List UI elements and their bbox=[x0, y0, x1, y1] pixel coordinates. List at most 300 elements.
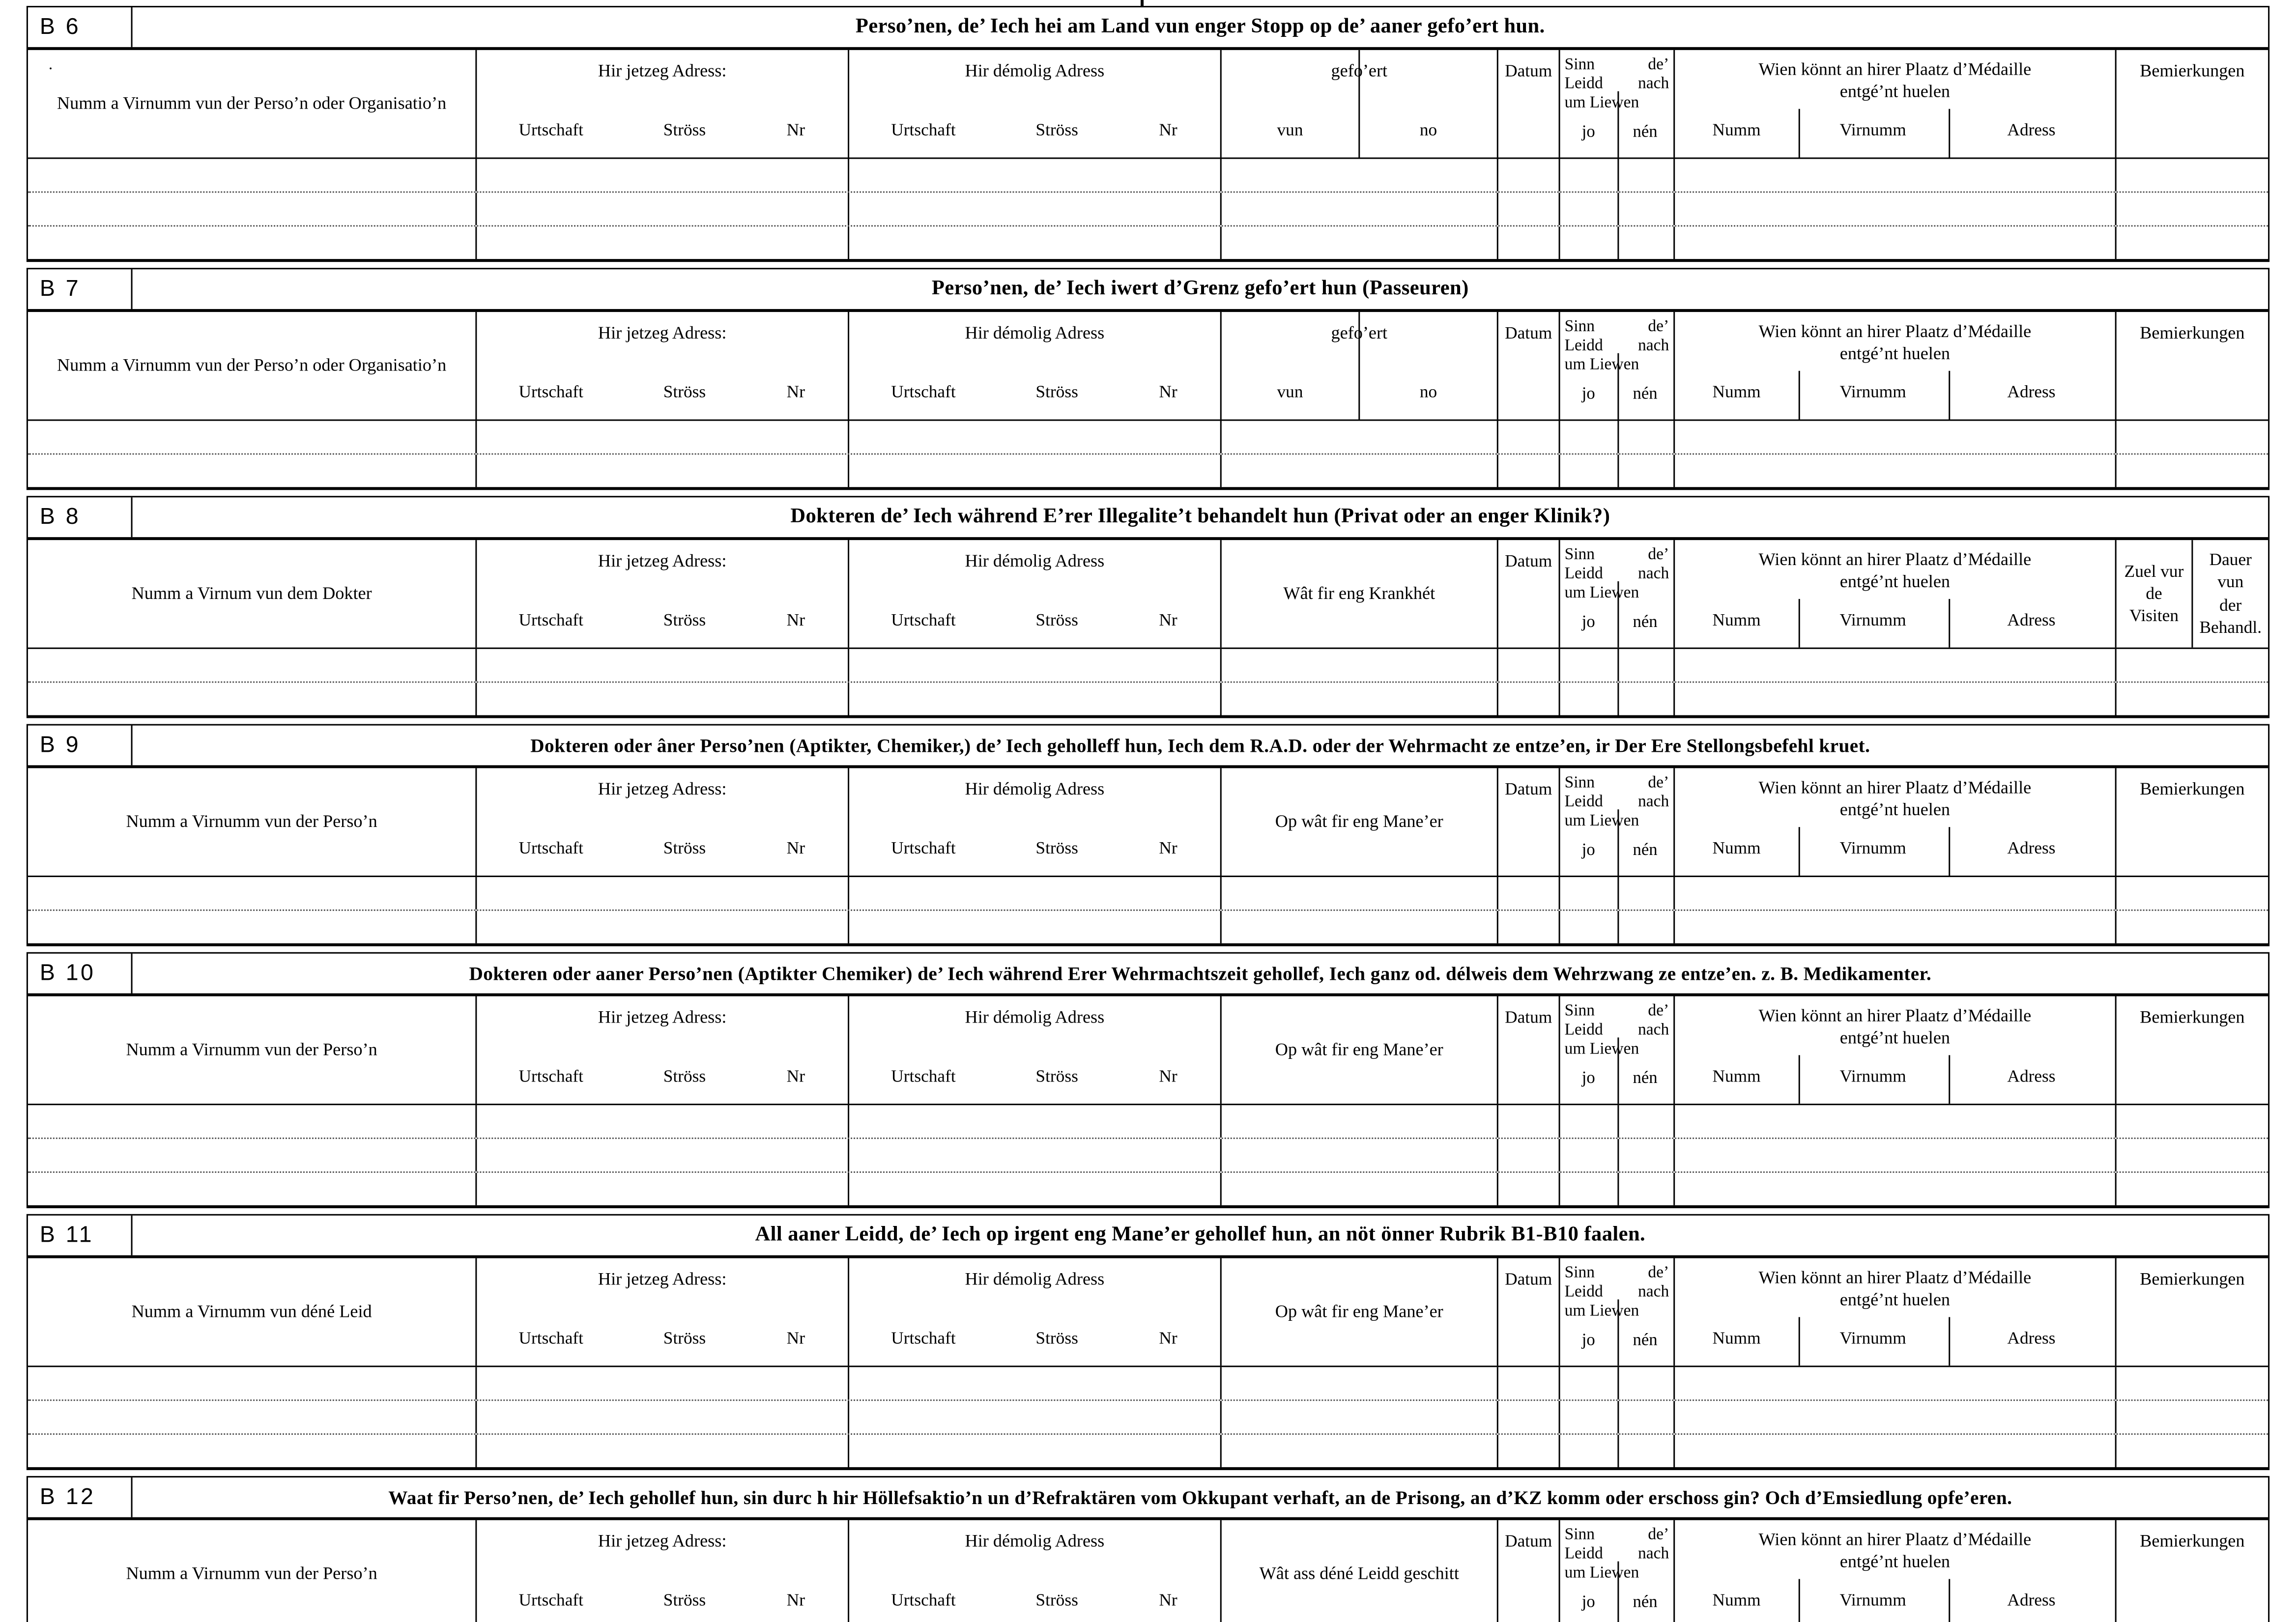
cell-date[interactable] bbox=[1498, 683, 1560, 715]
form-section-b12 bbox=[27, 1476, 2269, 1622]
alive-title: Sinn de’ Leidd nach um Liewen bbox=[1564, 1264, 1669, 1321]
cell-medal-recipient[interactable] bbox=[1675, 911, 2116, 943]
cell-remarks[interactable] bbox=[2117, 1173, 2268, 1205]
cell-remarks[interactable] bbox=[2117, 649, 2268, 682]
header-cell-visits-duration bbox=[2117, 540, 2268, 648]
medal-recipient-subcolumns bbox=[1675, 381, 2115, 403]
header-cell-date bbox=[1498, 312, 1560, 420]
address-sub-locality: Urtschaft bbox=[518, 837, 584, 858]
medal-recipient-title: Wien könnt an hirer Plaatz d’Médaille entgé’nt huelen bbox=[1758, 1529, 2032, 1572]
date-title: Datum bbox=[1505, 550, 1552, 571]
alive-no: nén bbox=[1633, 1068, 1658, 1088]
medal-recipient-subcolumns bbox=[1675, 837, 2115, 859]
remarks-title: Bemierkungen bbox=[2140, 60, 2245, 81]
address-sub-number: Nr bbox=[786, 837, 805, 858]
cell-alive[interactable] bbox=[1560, 1173, 1675, 1205]
address-title: Hir jetzeg Adress: bbox=[598, 1530, 727, 1551]
cell-address-current[interactable] bbox=[477, 877, 849, 910]
alive-title: Sinn de’ Leidd nach um Liewen bbox=[1564, 56, 1669, 113]
address-title: Hir démolig Adress bbox=[965, 322, 1105, 343]
address-subcolumns bbox=[477, 837, 848, 859]
cell-name[interactable] bbox=[28, 421, 477, 454]
table-row[interactable] bbox=[28, 911, 2268, 943]
medal-recipient-title: Wien könnt an hirer Plaatz d’Médaille entgé’nt huelen bbox=[1758, 549, 2032, 593]
cell-medal-recipient[interactable] bbox=[1675, 421, 2116, 454]
entry-rows bbox=[28, 421, 2268, 487]
cell-detail[interactable] bbox=[1222, 455, 1498, 487]
cell-name[interactable] bbox=[28, 1173, 477, 1205]
table-row[interactable] bbox=[28, 193, 2268, 227]
cell-remarks[interactable] bbox=[2117, 877, 2268, 910]
remarks-title: Bemierkungen bbox=[2140, 322, 2245, 343]
cell-alive[interactable] bbox=[1560, 911, 1675, 943]
cell-alive[interactable] bbox=[1560, 1401, 1675, 1433]
cell-medal-recipient[interactable] bbox=[1675, 877, 2116, 910]
header-cell-address bbox=[477, 768, 849, 876]
table-row[interactable] bbox=[28, 455, 2268, 487]
detail-title: Op wât fir eng Mane’er bbox=[1275, 811, 1443, 831]
medal-recipient-title: Wien könnt an hirer Plaatz d’Médaille entgé’nt huelen bbox=[1758, 777, 2032, 821]
header-cell-name bbox=[28, 540, 477, 648]
table-row[interactable] bbox=[28, 1435, 2268, 1467]
header-cell-address bbox=[477, 996, 849, 1104]
cell-date[interactable] bbox=[1498, 1173, 1560, 1205]
table-row[interactable] bbox=[28, 1367, 2268, 1401]
cell-address-former[interactable] bbox=[849, 911, 1222, 943]
detail-title: Wât fir eng Krankhét bbox=[1283, 582, 1435, 603]
date-title: Datum bbox=[1505, 60, 1552, 81]
header-cell-date bbox=[1498, 1520, 1560, 1622]
address-title: Hir jetzeg Adress: bbox=[598, 778, 727, 799]
transport-to: no bbox=[1358, 50, 1497, 158]
cell-alive[interactable] bbox=[1560, 455, 1675, 487]
cell-name[interactable] bbox=[28, 1435, 477, 1467]
address-sub-locality: Urtschaft bbox=[518, 1327, 584, 1348]
form-section-b6 bbox=[27, 6, 2269, 262]
cell-medal-recipient[interactable] bbox=[1675, 683, 2116, 715]
cell-name[interactable] bbox=[28, 683, 477, 715]
section-heading: Dokteren oder aaner Perso’nen (Aptikter Chemiker) de’ Iech während Erer Wehrmachtszeit gehollef, Iech ganz od. délweis dem Wehrzwang ze entze’en. z. B. Medikamenter. bbox=[469, 962, 1932, 984]
alive-divider bbox=[1617, 1037, 1618, 1104]
cell-medal-recipient[interactable] bbox=[1675, 1367, 2116, 1399]
address-title: Hir démolig Adress bbox=[965, 1268, 1105, 1289]
cell-remarks[interactable] bbox=[2117, 683, 2268, 715]
recipient-firstname: Virnumm bbox=[1839, 609, 1906, 630]
address-sub-locality: Urtschaft bbox=[518, 609, 584, 630]
cell-name[interactable] bbox=[28, 1367, 477, 1399]
cell-alive[interactable] bbox=[1560, 193, 1675, 225]
address-sub-street: Ströss bbox=[663, 119, 706, 140]
cell-name[interactable] bbox=[28, 649, 477, 682]
name-title: Numm a Virnumm vun déné Leid bbox=[131, 1301, 372, 1322]
cell-medal-recipient[interactable] bbox=[1675, 227, 2116, 259]
cell-address-former[interactable] bbox=[849, 421, 1222, 454]
address-subcolumns bbox=[849, 1327, 1220, 1349]
address-sub-street: Ströss bbox=[663, 1589, 706, 1610]
cell-date[interactable] bbox=[1498, 227, 1560, 259]
cell-date[interactable] bbox=[1498, 877, 1560, 910]
section-heading: Dokteren de’ Iech während E’rer Illegalite’t behandelt hun (Privat oder an enger Klinik?) bbox=[790, 505, 1610, 529]
address-sub-number: Nr bbox=[1159, 837, 1177, 858]
cell-address-current[interactable] bbox=[477, 1139, 849, 1171]
address-sub-number: Nr bbox=[1159, 1065, 1177, 1086]
alive-yes: jo bbox=[1581, 122, 1595, 142]
table-row[interactable] bbox=[28, 1105, 2268, 1139]
cell-date[interactable] bbox=[1498, 1367, 1560, 1399]
cell-address-former[interactable] bbox=[849, 1139, 1222, 1171]
cell-date[interactable] bbox=[1498, 649, 1560, 682]
cell-alive[interactable] bbox=[1560, 877, 1675, 910]
alive-yes: jo bbox=[1581, 840, 1595, 860]
cell-date[interactable] bbox=[1498, 193, 1560, 225]
address-sub-locality: Urtschaft bbox=[891, 837, 956, 858]
cell-detail[interactable] bbox=[1222, 1139, 1498, 1171]
address-sub-locality: Urtschaft bbox=[891, 1589, 956, 1610]
cell-medal-recipient[interactable] bbox=[1675, 455, 2116, 487]
header-cell-transport bbox=[1222, 50, 1498, 158]
cell-medal-recipient[interactable] bbox=[1675, 159, 2116, 191]
cell-alive[interactable] bbox=[1560, 683, 1675, 715]
alive-divider bbox=[1617, 353, 1618, 420]
header-cell-alive bbox=[1560, 1520, 1675, 1622]
cell-address-current[interactable] bbox=[477, 649, 849, 682]
cell-medal-recipient[interactable] bbox=[1675, 1139, 2116, 1171]
cell-date[interactable] bbox=[1498, 1139, 1560, 1171]
header-cell-detail bbox=[1222, 1520, 1498, 1622]
cell-detail[interactable] bbox=[1222, 1367, 1498, 1399]
column-header-row bbox=[28, 996, 2268, 1106]
address-sub-locality: Urtschaft bbox=[518, 381, 584, 402]
cell-address-current[interactable] bbox=[477, 227, 849, 259]
header-cell-date bbox=[1498, 50, 1560, 158]
cell-address-former[interactable] bbox=[849, 649, 1222, 682]
cell-remarks[interactable] bbox=[2117, 1105, 2268, 1138]
cell-name[interactable] bbox=[28, 193, 477, 225]
header-cell-address bbox=[849, 540, 1222, 648]
cell-medal-recipient[interactable] bbox=[1675, 1401, 2116, 1433]
cell-date[interactable] bbox=[1498, 911, 1560, 943]
cell-detail[interactable] bbox=[1222, 227, 1498, 259]
cell-date[interactable] bbox=[1498, 1435, 1560, 1467]
cell-address-former[interactable] bbox=[849, 877, 1222, 910]
section-heading: Perso’nen, de’ Iech iwert d’Grenz gefo’ert hun (Passeuren) bbox=[931, 277, 1469, 300]
address-sub-number: Nr bbox=[786, 381, 805, 402]
remarks-title: Bemierkungen bbox=[2140, 778, 2245, 799]
cell-address-current[interactable] bbox=[477, 1435, 849, 1467]
cell-remarks[interactable] bbox=[2117, 227, 2268, 259]
header-cell-medal-recipient bbox=[1675, 540, 2116, 648]
cell-address-former[interactable] bbox=[849, 455, 1222, 487]
form-section-b9 bbox=[27, 724, 2269, 946]
cell-alive[interactable] bbox=[1560, 421, 1675, 454]
recipient-address: Adress bbox=[2007, 837, 2056, 858]
address-sub-number: Nr bbox=[786, 119, 805, 140]
medal-recipient-title: Wien könnt an hirer Plaatz d’Médaille entgé’nt huelen bbox=[1758, 1267, 2032, 1310]
cell-remarks[interactable] bbox=[2117, 1139, 2268, 1171]
header-cell-address bbox=[477, 540, 849, 648]
recipient-surname: Numm bbox=[1712, 1065, 1761, 1086]
header-cell-alive bbox=[1560, 540, 1675, 648]
cell-name[interactable] bbox=[28, 1401, 477, 1433]
header-cell-detail bbox=[1222, 1258, 1498, 1366]
name-title: Numm a Virnumm vun der Perso’n oder Organisatio’n bbox=[57, 92, 447, 114]
alive-no: nén bbox=[1633, 384, 1658, 403]
header-cell-detail bbox=[1222, 540, 1498, 648]
cell-address-current[interactable] bbox=[477, 421, 849, 454]
recipient-address: Adress bbox=[2007, 1589, 2056, 1610]
entry-rows bbox=[28, 1105, 2268, 1205]
address-title: Hir jetzeg Adress: bbox=[598, 322, 727, 343]
address-sub-street: Ströss bbox=[1035, 381, 1078, 402]
table-row[interactable] bbox=[28, 649, 2268, 683]
address-subcolumns bbox=[477, 1589, 848, 1611]
transport-split bbox=[1222, 312, 1497, 420]
cell-address-current[interactable] bbox=[477, 1367, 849, 1399]
cell-remarks[interactable] bbox=[2117, 159, 2268, 191]
table-row[interactable] bbox=[28, 1173, 2268, 1205]
cell-remarks[interactable] bbox=[2117, 911, 2268, 943]
cell-alive[interactable] bbox=[1560, 1435, 1675, 1467]
cell-remarks[interactable] bbox=[2117, 1367, 2268, 1399]
header-cell-date bbox=[1498, 996, 1560, 1104]
header-cell-date bbox=[1498, 768, 1560, 876]
address-sub-street: Ströss bbox=[1035, 119, 1078, 140]
header-cell-address bbox=[477, 312, 849, 420]
address-subcolumns bbox=[849, 1589, 1220, 1611]
cell-address-former[interactable] bbox=[849, 227, 1222, 259]
header-cell-alive bbox=[1560, 768, 1675, 876]
detail-title: Wât ass déné Leidd geschitt bbox=[1259, 1563, 1459, 1584]
cell-alive[interactable] bbox=[1560, 159, 1675, 191]
date-title: Datum bbox=[1505, 322, 1552, 343]
transport-from: vun bbox=[1277, 119, 1303, 140]
cell-name[interactable] bbox=[28, 877, 477, 910]
cell-medal-recipient[interactable] bbox=[1675, 193, 2116, 225]
address-sub-number: Nr bbox=[1159, 381, 1177, 402]
cell-name[interactable] bbox=[28, 911, 477, 943]
cell-medal-recipient[interactable] bbox=[1675, 1435, 2116, 1467]
table-row[interactable] bbox=[28, 877, 2268, 911]
header-cell-date bbox=[1498, 540, 1560, 648]
address-title: Hir démolig Adress bbox=[965, 1006, 1105, 1027]
cell-address-current[interactable] bbox=[477, 1173, 849, 1205]
section-title-row bbox=[28, 1216, 2268, 1258]
cell-remarks[interactable] bbox=[2117, 193, 2268, 225]
alive-no: nén bbox=[1633, 122, 1658, 142]
cell-date[interactable] bbox=[1498, 1401, 1560, 1433]
address-sub-locality: Urtschaft bbox=[891, 119, 956, 140]
address-sub-street: Ströss bbox=[663, 1065, 706, 1086]
cell-date[interactable] bbox=[1498, 159, 1560, 191]
cell-detail[interactable] bbox=[1222, 193, 1498, 225]
cell-address-former[interactable] bbox=[849, 1105, 1222, 1138]
address-sub-locality: Urtschaft bbox=[518, 119, 584, 140]
cell-address-former[interactable] bbox=[849, 159, 1222, 191]
cell-remarks[interactable] bbox=[2117, 455, 2268, 487]
section-code: B 6 bbox=[28, 7, 133, 47]
address-subcolumns bbox=[477, 381, 848, 403]
cell-alive[interactable] bbox=[1560, 649, 1675, 682]
cell-address-former[interactable] bbox=[849, 1367, 1222, 1399]
form-section-b11 bbox=[27, 1214, 2269, 1470]
header-cell-detail bbox=[1222, 996, 1498, 1104]
date-title: Datum bbox=[1505, 778, 1552, 799]
cell-detail[interactable] bbox=[1222, 877, 1498, 910]
recipient-surname: Numm bbox=[1712, 1327, 1761, 1348]
recipient-surname: Numm bbox=[1712, 1589, 1761, 1610]
cell-address-former[interactable] bbox=[849, 193, 1222, 225]
table-row[interactable] bbox=[28, 421, 2268, 455]
header-cell-name bbox=[28, 50, 477, 158]
header-cell-address bbox=[477, 50, 849, 158]
name-title: Numm a Virnumm vun der Perso’n bbox=[126, 1039, 377, 1060]
cell-address-former[interactable] bbox=[849, 683, 1222, 715]
cell-name[interactable] bbox=[28, 227, 477, 259]
section-heading: Waat fir Perso’nen, de’ Iech gehollef hun, sin durc h hir Höllefsaktio’n un d’Refraktären vom Okkupant verhaft, an de Prisong, an d’KZ komm oder erschoss gin? Och d’Emsiedlung opfe’eren. bbox=[388, 1485, 2012, 1508]
alive-divider bbox=[1617, 581, 1618, 648]
recipient-firstname: Virnumm bbox=[1839, 119, 1906, 140]
address-title: Hir démolig Adress bbox=[965, 778, 1105, 799]
header-cell-transport bbox=[1222, 312, 1498, 420]
address-sub-number: Nr bbox=[786, 1589, 805, 1610]
cell-address-current[interactable] bbox=[477, 193, 849, 225]
cell-detail[interactable] bbox=[1222, 911, 1498, 943]
remarks-title: Bemierkungen bbox=[2140, 1006, 2245, 1027]
medal-recipient-subcolumns bbox=[1675, 1065, 2115, 1087]
cell-medal-recipient[interactable] bbox=[1675, 649, 2116, 682]
header-cell-address bbox=[849, 996, 1222, 1104]
header-cell-address bbox=[849, 312, 1222, 420]
name-title: Numm a Virnum vun dem Dokter bbox=[131, 582, 372, 603]
address-sub-street: Ströss bbox=[663, 1327, 706, 1348]
column-header-row bbox=[28, 1258, 2268, 1367]
transport-from: vun bbox=[1277, 381, 1303, 402]
address-title: Hir jetzeg Adress: bbox=[598, 1006, 727, 1027]
cell-detail[interactable] bbox=[1222, 1435, 1498, 1467]
section-heading: Dokteren oder âner Perso’nen (Aptikter, Chemiker,) de’ Iech geholleff hun, Iech dem R.A.D. oder der Wehrmacht ze entze’en, ir Der Ere Stellongsbefehl kruet. bbox=[530, 733, 1870, 756]
cell-address-former[interactable] bbox=[849, 1401, 1222, 1433]
header-cell-date bbox=[1498, 1258, 1560, 1366]
transport-split bbox=[1222, 50, 1497, 158]
header-cell-name bbox=[28, 1258, 477, 1366]
medal-recipient-title: Wien könnt an hirer Plaatz d’Médaille entgé’nt huelen bbox=[1758, 58, 2032, 103]
cell-medal-recipient[interactable] bbox=[1675, 1173, 2116, 1205]
section-heading: All aaner Leidd, de’ Iech op irgent eng Mane’er gehollef hun, an nöt önner Rubrik B1-B10 faalen. bbox=[755, 1223, 1646, 1247]
cell-remarks[interactable] bbox=[2117, 1401, 2268, 1433]
section-title-row bbox=[28, 1478, 2268, 1520]
cell-date[interactable] bbox=[1498, 455, 1560, 487]
header-cell-remarks bbox=[2117, 1258, 2268, 1366]
recipient-firstname: Virnumm bbox=[1839, 1589, 1906, 1610]
medal-recipient-subcolumns bbox=[1675, 119, 2115, 142]
cell-detail[interactable] bbox=[1222, 1105, 1498, 1138]
form-section-b10 bbox=[27, 952, 2269, 1208]
cell-address-current[interactable] bbox=[477, 159, 849, 191]
cell-alive[interactable] bbox=[1560, 227, 1675, 259]
cell-name[interactable] bbox=[28, 159, 477, 191]
form-section-b8 bbox=[27, 496, 2269, 718]
cell-name[interactable] bbox=[28, 1139, 477, 1171]
cell-name[interactable] bbox=[28, 455, 477, 487]
cell-remarks[interactable] bbox=[2117, 421, 2268, 454]
cell-address-current[interactable] bbox=[477, 1105, 849, 1138]
cell-alive[interactable] bbox=[1560, 1105, 1675, 1138]
date-title: Datum bbox=[1505, 1268, 1552, 1289]
visit-count: Zuel vur de Visiten bbox=[2124, 560, 2184, 626]
cell-address-former[interactable] bbox=[849, 1173, 1222, 1205]
transport-to: no bbox=[1358, 312, 1497, 420]
cell-detail[interactable] bbox=[1222, 1173, 1498, 1205]
header-cell-medal-recipient bbox=[1675, 50, 2116, 158]
alive-yes: jo bbox=[1581, 612, 1595, 631]
entry-rows bbox=[28, 877, 2268, 943]
address-subcolumns bbox=[849, 609, 1220, 631]
header-cell-remarks bbox=[2117, 1520, 2268, 1622]
section-title-row bbox=[28, 954, 2268, 996]
section-code: B 9 bbox=[28, 725, 133, 765]
table-row[interactable] bbox=[28, 227, 2268, 259]
table-row[interactable] bbox=[28, 1139, 2268, 1173]
header-cell-medal-recipient bbox=[1675, 996, 2116, 1104]
header-cell-address bbox=[477, 1258, 849, 1366]
alive-no: nén bbox=[1633, 1592, 1658, 1612]
header-cell-alive bbox=[1560, 996, 1675, 1104]
table-row[interactable] bbox=[28, 159, 2268, 193]
entry-rows bbox=[28, 649, 2268, 715]
section-code: B 12 bbox=[28, 1478, 133, 1517]
cell-medal-recipient[interactable] bbox=[1675, 1105, 2116, 1138]
column-header-row bbox=[28, 312, 2268, 421]
form-section-b7 bbox=[27, 268, 2269, 490]
header-cell-medal-recipient bbox=[1675, 768, 2116, 876]
cell-detail[interactable] bbox=[1222, 649, 1498, 682]
cell-detail[interactable] bbox=[1222, 1401, 1498, 1433]
cell-name[interactable] bbox=[28, 1105, 477, 1138]
table-row[interactable] bbox=[28, 1401, 2268, 1435]
address-sub-locality: Urtschaft bbox=[518, 1065, 584, 1086]
cell-detail[interactable] bbox=[1222, 421, 1498, 454]
section-title-row bbox=[28, 7, 2268, 50]
header-cell-medal-recipient bbox=[1675, 312, 2116, 420]
cell-date[interactable] bbox=[1498, 421, 1560, 454]
name-title: Numm a Virnumm vun der Perso’n oder Organisatio’n bbox=[57, 354, 447, 375]
cell-date[interactable] bbox=[1498, 1105, 1560, 1138]
cell-address-current[interactable] bbox=[477, 683, 849, 715]
medal-recipient-subcolumns bbox=[1675, 609, 2115, 631]
table-row[interactable] bbox=[28, 683, 2268, 715]
alive-divider bbox=[1617, 809, 1618, 876]
cell-address-current[interactable] bbox=[477, 911, 849, 943]
alive-yes: jo bbox=[1581, 1330, 1595, 1350]
date-title: Datum bbox=[1505, 1530, 1552, 1551]
column-header-row bbox=[28, 1520, 2268, 1622]
header-cell-medal-recipient bbox=[1675, 1258, 2116, 1366]
address-title: Hir démolig Adress bbox=[965, 60, 1105, 81]
cell-alive[interactable] bbox=[1560, 1139, 1675, 1171]
column-header-row bbox=[28, 768, 2268, 877]
cell-alive[interactable] bbox=[1560, 1367, 1675, 1399]
cell-address-current[interactable] bbox=[477, 1401, 849, 1433]
address-sub-street: Ströss bbox=[663, 837, 706, 858]
header-cell-alive bbox=[1560, 312, 1675, 420]
cell-detail[interactable] bbox=[1222, 159, 1498, 191]
alive-yes: jo bbox=[1581, 384, 1595, 403]
cell-remarks[interactable] bbox=[2117, 1435, 2268, 1467]
address-subcolumns bbox=[849, 119, 1220, 142]
cell-address-former[interactable] bbox=[849, 1435, 1222, 1467]
cell-detail[interactable] bbox=[1222, 683, 1498, 715]
cell-address-current[interactable] bbox=[477, 455, 849, 487]
